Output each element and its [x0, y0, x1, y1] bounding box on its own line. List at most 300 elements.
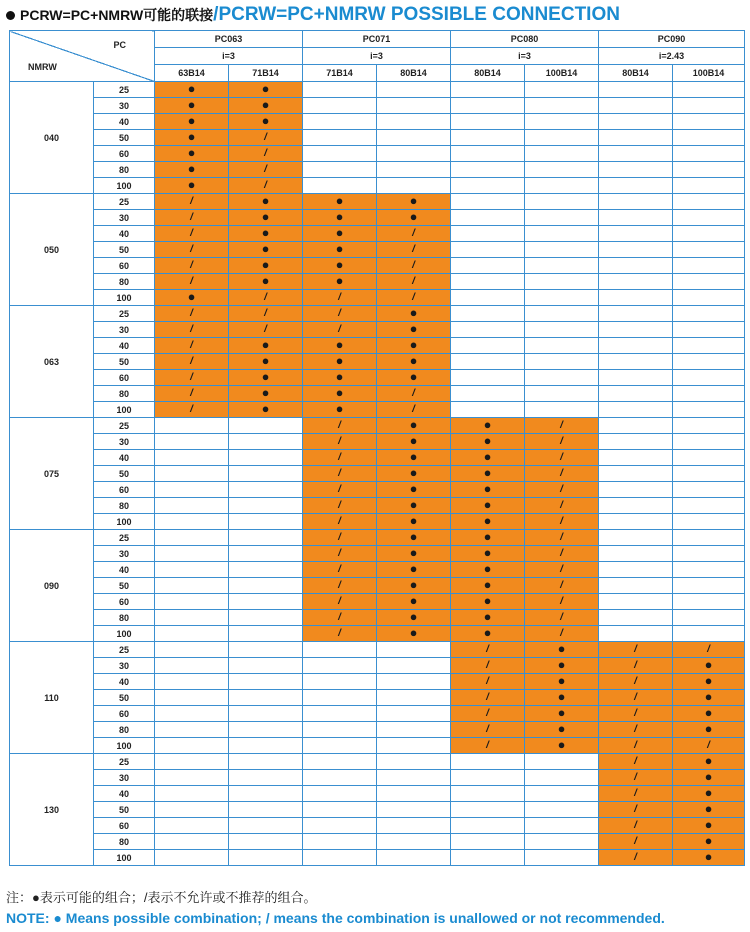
combination-cell — [377, 178, 451, 194]
combination-cell — [377, 850, 451, 866]
combination-cell — [673, 466, 745, 482]
combination-cell — [673, 322, 745, 338]
combination-cell — [377, 818, 451, 834]
combination-cell — [525, 322, 599, 338]
combination-cell — [377, 274, 451, 290]
combination-cell — [229, 594, 303, 610]
possible-dot: ● — [335, 337, 344, 352]
combination-cell — [155, 210, 229, 226]
possible-dot: ● — [261, 193, 270, 208]
combination-cell — [525, 610, 599, 626]
combination-cell — [377, 658, 451, 674]
combination-cell — [451, 594, 525, 610]
combination-cell — [303, 770, 377, 786]
combination-cell — [673, 482, 745, 498]
combination-cell — [599, 178, 673, 194]
combination-cell — [673, 626, 745, 642]
combination-cell — [599, 114, 673, 130]
combination-cell — [451, 834, 525, 850]
combination-cell — [155, 434, 229, 450]
not-allowed-slash: / — [634, 788, 637, 799]
combination-cell — [599, 402, 673, 418]
table-row — [10, 146, 745, 162]
ratio-header: i=3 — [303, 48, 451, 65]
combination-cell — [451, 706, 525, 722]
not-allowed-slash: / — [190, 244, 193, 255]
possible-dot: ● — [261, 209, 270, 224]
possible-dot: ● — [409, 561, 418, 576]
not-allowed-slash: / — [486, 692, 489, 703]
combination-cell — [525, 770, 599, 786]
combination-cell — [229, 834, 303, 850]
combination-cell — [451, 322, 525, 338]
combination-cell — [673, 434, 745, 450]
possible-dot: ● — [483, 545, 492, 560]
combination-cell — [599, 130, 673, 146]
not-allowed-slash: / — [338, 500, 341, 511]
ratio-cell: 80 — [94, 274, 155, 290]
combination-cell — [229, 210, 303, 226]
combination-cell — [377, 162, 451, 178]
combination-cell — [377, 610, 451, 626]
possible-dot: ● — [483, 625, 492, 640]
possible-dot: ● — [409, 625, 418, 640]
combination-cell — [303, 178, 377, 194]
not-allowed-slash: / — [338, 548, 341, 559]
combination-cell — [599, 546, 673, 562]
combination-cell — [377, 98, 451, 114]
combination-cell — [451, 162, 525, 178]
possible-dot: ● — [409, 529, 418, 544]
combination-cell — [155, 338, 229, 354]
combination-cell — [155, 562, 229, 578]
combination-cell — [229, 274, 303, 290]
combination-cell — [303, 626, 377, 642]
combination-cell — [377, 194, 451, 210]
combination-cell — [525, 818, 599, 834]
combination-cell — [673, 242, 745, 258]
combination-cell — [525, 802, 599, 818]
combination-cell — [155, 418, 229, 434]
table-row — [10, 178, 745, 194]
possible-dot: ● — [409, 577, 418, 592]
combination-cell — [525, 594, 599, 610]
combination-cell — [525, 626, 599, 642]
combination-cell — [673, 370, 745, 386]
combination-cell — [377, 370, 451, 386]
possible-dot: ● — [704, 817, 713, 832]
ratio-cell: 100 — [94, 514, 155, 530]
combination-cell — [599, 514, 673, 530]
combination-cell — [303, 802, 377, 818]
possible-dot: ● — [187, 161, 196, 176]
possible-dot: ● — [483, 481, 492, 496]
combination-cell — [229, 530, 303, 546]
combination-cell — [229, 770, 303, 786]
not-allowed-slash: / — [560, 596, 563, 607]
combination-cell — [451, 114, 525, 130]
table-row — [10, 370, 745, 386]
combination-cell — [599, 194, 673, 210]
combination-cell — [377, 258, 451, 274]
combination-cell — [377, 354, 451, 370]
combination-cell — [673, 562, 745, 578]
combination-cell — [155, 194, 229, 210]
combination-cell — [673, 354, 745, 370]
combination-cell — [377, 450, 451, 466]
combination-cell — [377, 114, 451, 130]
combination-cell — [377, 770, 451, 786]
possible-dot: ● — [409, 465, 418, 480]
combination-cell — [525, 242, 599, 258]
combination-cell — [599, 802, 673, 818]
combination-cell — [229, 706, 303, 722]
table-row — [10, 402, 745, 418]
combination-cell — [451, 850, 525, 866]
combination-cell — [303, 594, 377, 610]
possible-dot: ● — [483, 433, 492, 448]
table-row — [10, 770, 745, 786]
possible-dot: ● — [261, 337, 270, 352]
not-allowed-slash: / — [338, 612, 341, 623]
possible-dot: ● — [483, 561, 492, 576]
table-row — [10, 306, 745, 322]
table-row — [10, 114, 745, 130]
combination-cell — [303, 642, 377, 658]
combination-cell — [599, 706, 673, 722]
combination-cell — [525, 850, 599, 866]
possible-dot: ● — [409, 593, 418, 608]
combination-cell — [303, 274, 377, 290]
combination-cell — [451, 674, 525, 690]
table-row — [10, 242, 745, 258]
combination-cell — [673, 690, 745, 706]
combination-cell — [599, 418, 673, 434]
ratio-cell: 50 — [94, 130, 155, 146]
table-row — [10, 530, 745, 546]
ratio-cell: 100 — [94, 290, 155, 306]
possible-dot: ● — [335, 369, 344, 384]
possible-dot: ● — [409, 481, 418, 496]
combination-cell — [303, 850, 377, 866]
possible-dot: ● — [409, 497, 418, 512]
combination-cell — [377, 242, 451, 258]
combination-cell — [155, 594, 229, 610]
table-row — [10, 674, 745, 690]
combination-cell — [377, 514, 451, 530]
combination-cell — [599, 226, 673, 242]
not-allowed-slash: / — [634, 836, 637, 847]
ratio-cell: 30 — [94, 658, 155, 674]
combination-cell — [451, 354, 525, 370]
combination-cell — [303, 466, 377, 482]
combination-cell — [673, 338, 745, 354]
possible-dot: ● — [483, 417, 492, 432]
combination-cell — [229, 754, 303, 770]
combination-cell — [599, 434, 673, 450]
corner-header — [10, 31, 155, 82]
ratio-cell: 25 — [94, 530, 155, 546]
combination-cell — [525, 290, 599, 306]
combination-cell — [451, 306, 525, 322]
possible-dot: ● — [335, 209, 344, 224]
not-allowed-slash: / — [486, 676, 489, 687]
combination-cell — [525, 194, 599, 210]
combination-cell — [155, 738, 229, 754]
combination-cell — [673, 290, 745, 306]
combination-cell — [451, 434, 525, 450]
combination-cell — [451, 290, 525, 306]
not-allowed-slash: / — [412, 260, 415, 271]
combination-cell — [155, 530, 229, 546]
not-allowed-slash: / — [190, 340, 193, 351]
not-allowed-slash: / — [338, 292, 341, 303]
bullet-icon — [6, 11, 15, 20]
combination-cell — [229, 674, 303, 690]
table-row — [10, 482, 745, 498]
combination-cell — [229, 498, 303, 514]
combination-cell — [303, 690, 377, 706]
combination-cell — [673, 546, 745, 562]
not-allowed-slash: / — [190, 356, 193, 367]
combination-cell — [673, 258, 745, 274]
not-allowed-slash: / — [486, 708, 489, 719]
not-allowed-slash: / — [190, 196, 193, 207]
not-allowed-slash: / — [338, 580, 341, 591]
table-row — [10, 498, 745, 514]
not-allowed-slash: / — [634, 692, 637, 703]
ratio-cell: 100 — [94, 850, 155, 866]
combination-cell — [155, 786, 229, 802]
combination-cell — [673, 226, 745, 242]
combination-cell — [451, 386, 525, 402]
combination-cell — [451, 578, 525, 594]
combination-cell — [303, 242, 377, 258]
combination-cell — [525, 162, 599, 178]
not-allowed-slash: / — [190, 212, 193, 223]
not-allowed-slash: / — [190, 308, 193, 319]
not-allowed-slash: / — [264, 180, 267, 191]
not-allowed-slash: / — [338, 436, 341, 447]
not-allowed-slash: / — [560, 532, 563, 543]
combination-cell — [599, 146, 673, 162]
combination-cell — [155, 610, 229, 626]
combination-cell — [599, 770, 673, 786]
table-row — [10, 450, 745, 466]
combination-cell — [377, 82, 451, 98]
table-row — [10, 690, 745, 706]
ratio-cell: 60 — [94, 146, 155, 162]
combination-cell — [377, 306, 451, 322]
table-row — [10, 290, 745, 306]
combination-cell — [229, 242, 303, 258]
combination-cell — [155, 98, 229, 114]
combination-cell — [451, 98, 525, 114]
combination-cell — [599, 466, 673, 482]
combination-cell — [525, 98, 599, 114]
combination-cell — [525, 402, 599, 418]
combination-cell — [525, 530, 599, 546]
combination-cell — [229, 578, 303, 594]
combination-cell — [155, 578, 229, 594]
model-header: PC090 — [599, 31, 745, 48]
combination-cell — [673, 770, 745, 786]
corner-pc-label: PC — [113, 40, 126, 50]
possible-dot: ● — [557, 657, 566, 672]
combination-cell — [599, 738, 673, 754]
combination-cell — [377, 146, 451, 162]
combination-cell — [525, 466, 599, 482]
ratio-cell: 40 — [94, 114, 155, 130]
combination-cell — [451, 274, 525, 290]
combination-cell — [599, 834, 673, 850]
table-row — [10, 514, 745, 530]
table-row — [10, 754, 745, 770]
table-row — [10, 258, 745, 274]
not-allowed-slash: / — [190, 228, 193, 239]
combination-cell — [673, 402, 745, 418]
not-allowed-slash: / — [634, 756, 637, 767]
combination-cell — [673, 850, 745, 866]
combination-cell — [451, 210, 525, 226]
combination-cell — [673, 642, 745, 658]
combination-cell — [451, 530, 525, 546]
combination-cell — [673, 834, 745, 850]
possible-dot: ● — [409, 433, 418, 448]
combination-cell — [599, 690, 673, 706]
not-allowed-slash: / — [338, 516, 341, 527]
combination-cell — [451, 786, 525, 802]
combination-cell — [155, 498, 229, 514]
combination-cell — [229, 690, 303, 706]
combination-cell — [229, 82, 303, 98]
combination-cell — [451, 466, 525, 482]
possible-dot: ● — [557, 641, 566, 656]
combination-cell — [451, 146, 525, 162]
combination-cell — [599, 242, 673, 258]
combination-cell — [155, 386, 229, 402]
not-allowed-slash: / — [190, 388, 193, 399]
combination-cell — [303, 418, 377, 434]
ratio-cell: 30 — [94, 770, 155, 786]
combination-cell — [303, 354, 377, 370]
combination-cell — [525, 578, 599, 594]
combination-cell — [303, 258, 377, 274]
possible-dot: ● — [704, 689, 713, 704]
not-allowed-slash: / — [634, 740, 637, 751]
title-english: /PCRW=PC+NMRW POSSIBLE CONNECTION — [213, 4, 620, 25]
combination-cell — [155, 402, 229, 418]
flange-header: 71B14 — [303, 65, 377, 82]
combination-cell — [303, 722, 377, 738]
combination-cell — [377, 626, 451, 642]
combination-cell — [303, 386, 377, 402]
ratio-header: i=2.43 — [599, 48, 745, 65]
combination-cell — [451, 178, 525, 194]
table-row — [10, 210, 745, 226]
ratio-cell: 25 — [94, 754, 155, 770]
table-row — [10, 786, 745, 802]
not-allowed-slash: / — [634, 804, 637, 815]
combination-cell — [525, 306, 599, 322]
not-allowed-slash: / — [560, 452, 563, 463]
ratio-cell: 100 — [94, 178, 155, 194]
flange-header: 80B14 — [451, 65, 525, 82]
combination-cell — [451, 82, 525, 98]
ratio-cell: 40 — [94, 786, 155, 802]
not-allowed-slash: / — [560, 612, 563, 623]
combination-cell — [303, 786, 377, 802]
combination-cell — [377, 786, 451, 802]
combination-cell — [303, 562, 377, 578]
combination-cell — [229, 322, 303, 338]
combination-cell — [599, 162, 673, 178]
not-allowed-slash: / — [264, 324, 267, 335]
table-row — [10, 658, 745, 674]
not-allowed-slash: / — [634, 772, 637, 783]
combination-cell — [303, 402, 377, 418]
flange-header: 80B14 — [599, 65, 673, 82]
combination-cell — [525, 226, 599, 242]
not-allowed-slash: / — [338, 564, 341, 575]
combination-cell — [451, 642, 525, 658]
possible-dot: ● — [409, 305, 418, 320]
combination-cell — [377, 722, 451, 738]
combination-cell — [377, 434, 451, 450]
combination-cell — [451, 738, 525, 754]
not-allowed-slash: / — [264, 148, 267, 159]
combination-cell — [599, 450, 673, 466]
possible-dot: ● — [483, 529, 492, 544]
not-allowed-slash: / — [560, 420, 563, 431]
combination-cell — [303, 226, 377, 242]
combination-cell — [599, 594, 673, 610]
combination-cell — [377, 386, 451, 402]
combination-cell — [599, 674, 673, 690]
combination-cell — [303, 482, 377, 498]
ratio-cell: 25 — [94, 194, 155, 210]
combination-cell — [155, 354, 229, 370]
ratio-cell: 40 — [94, 674, 155, 690]
ratio-cell: 40 — [94, 450, 155, 466]
table-row — [10, 738, 745, 754]
not-allowed-slash: / — [707, 644, 710, 655]
ratio-cell: 50 — [94, 354, 155, 370]
not-allowed-slash: / — [486, 740, 489, 751]
combination-cell — [229, 626, 303, 642]
possible-dot: ● — [704, 721, 713, 736]
combination-cell — [451, 226, 525, 242]
combination-cell — [229, 802, 303, 818]
combination-cell — [599, 354, 673, 370]
combination-cell — [525, 690, 599, 706]
combination-cell — [525, 738, 599, 754]
combination-cell — [155, 450, 229, 466]
combination-cell — [303, 162, 377, 178]
combination-cell — [229, 434, 303, 450]
combination-cell — [673, 450, 745, 466]
combination-cell — [673, 162, 745, 178]
combination-cell — [155, 130, 229, 146]
combination-cell — [451, 610, 525, 626]
ratio-cell: 80 — [94, 386, 155, 402]
possible-dot: ● — [261, 113, 270, 128]
combination-cell — [525, 210, 599, 226]
combination-cell — [155, 178, 229, 194]
ratio-cell: 60 — [94, 594, 155, 610]
combination-cell — [155, 834, 229, 850]
possible-dot: ● — [483, 449, 492, 464]
